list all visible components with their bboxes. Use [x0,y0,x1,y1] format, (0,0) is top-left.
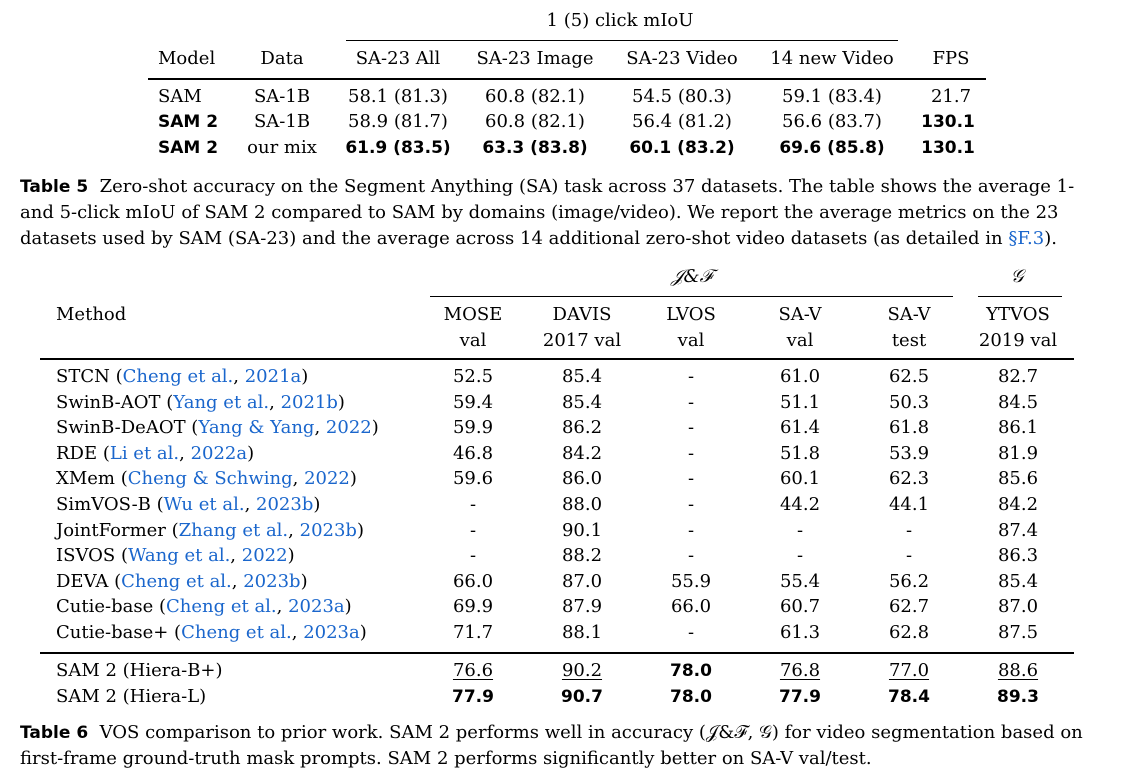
table-cell: - [687,519,695,541]
t5-row1-sa23-image: 60.8 (82.1) [485,86,585,107]
table-cell: 51.8 [779,442,821,464]
cite-close-paren: ) [344,596,352,618]
citation-year-link[interactable]: 2023b [243,570,301,592]
table-cell: 76.6 [452,660,494,681]
t5-row2-sa23-image: 60.8 (82.1) [485,111,585,132]
t6-col-sav-val-2: val [786,330,814,351]
citation-year-link[interactable]: 2022 [304,468,350,490]
t6-spacer [960,262,961,698]
cite-close-paren: ) [313,494,321,515]
cite-comma: , [244,494,257,515]
t5-col-sa23-video: SA-23 Video [626,48,738,69]
t5-col-sa23-all: SA-23 All [355,48,441,69]
table-cell: 86.3 [997,545,1039,567]
table-cell: 56.2 [888,570,930,592]
t5-row3-fps: 130.1 [921,138,975,158]
table-cell: 85.4 [561,391,603,413]
table-cell: - [687,366,695,387]
cite-open-paren: ( [153,596,166,618]
table-cell: 76.8 [779,660,821,681]
method-name: DEVA [56,570,109,592]
table-cell: - [687,417,695,439]
t6-sam-rule [40,652,1074,654]
cite-close-paren: ) [371,417,379,439]
table-cell: 87.0 [561,570,603,592]
citation-link[interactable]: Cheng et al. [181,622,292,643]
t5-caption-line2: and 5-click mIoU of SAM 2 compared to SAM by domains (image/video). We report the average metrics on the 23 [20,202,1059,223]
t5-col-sa23-image: SA-23 Image [476,48,594,69]
table-cell: 87.5 [997,622,1039,643]
t6-col-davis-1: DAVIS [552,304,612,325]
t6-col-sav-test-1: SA-V [887,304,931,325]
table-row-method [56,596,352,617]
table-cell: - [687,391,695,413]
table-cell: 53.9 [888,442,930,464]
table-cell: - [469,519,477,541]
method-name: JointFormer [56,519,166,541]
table-cell: 78.0 [670,661,712,681]
table-cell: 50.3 [888,391,930,413]
sam2-row-method: SAM 2 (Hiera-L) [56,686,207,707]
table-cell: 69.9 [452,596,494,618]
citation-link[interactable]: Yang et al. [173,391,270,413]
t6-col-sav-val-1: SA-V [778,304,822,325]
cite-open-paren: ( [150,494,164,515]
table-cell: - [905,545,913,567]
t5-row3-new-video: 69.6 (85.8) [779,138,885,158]
table-cell: 62.8 [888,622,930,643]
citation-year-link[interactable]: 2022 [325,417,372,439]
t5-group-header: 1 (5) click mIoU [546,10,694,31]
table-cell: - [469,494,477,515]
table-cell: 55.9 [670,570,712,592]
citation-link[interactable]: Li et al. [109,442,180,464]
cite-open-paren: ( [168,622,182,643]
method-name: SimVOS-B [56,494,151,515]
t5-col-new-video: 14 new Video [770,48,894,69]
t5-caption-tag: Table 5 [20,177,89,197]
table-cell: 46.8 [452,442,494,464]
t5-col-fps: FPS [932,48,970,69]
t5-caption-line3: datasets used by SAM (SA-23) and the average across 14 additional zero-shot video datasets (as detailed in [20,228,1009,249]
table-cell: 66.0 [670,596,712,618]
table-cell: 78.4 [888,687,930,707]
table-cell: 84.2 [561,442,603,464]
table-cell: 77.9 [452,687,494,707]
t6-col-ytvos-1: YTVOS [986,304,1050,325]
cite-open-paren: ( [97,442,110,464]
t6-col-lvos-2: val [677,330,705,351]
citation-link[interactable]: Cheng et al. [122,366,234,387]
cite-comma: , [291,622,304,643]
table-cell: 84.2 [997,494,1039,515]
table-cell: - [687,622,695,643]
table-cell: 61.8 [888,417,930,439]
cite-open-paren: ( [114,468,128,490]
table-cell: 87.0 [997,596,1039,618]
cite-open-paren: ( [109,366,123,387]
citation-year-link[interactable]: 2023a [303,622,360,643]
t5-row1-sa23-all: 58.1 (81.3) [348,86,448,107]
table-cell: 52.5 [452,366,494,387]
table-cell: 89.3 [997,687,1039,707]
t5-row2-fps: 130.1 [921,112,975,132]
table-row-method [56,468,357,489]
citation-link[interactable]: Zhang et al. [178,519,289,541]
table-cell: 87.9 [561,596,603,618]
t6-group-g: 𝒢 [1010,266,1024,287]
sam2-row-method: SAM 2 (Hiera-B+) [56,660,223,681]
cite-close-paren: ) [300,570,308,592]
cite-close-paren: ) [247,442,255,464]
t6-col-ytvos-2: 2019 val [978,330,1058,351]
table-cell: 61.3 [779,622,821,643]
t5-row3-data: our mix [247,137,317,158]
cite-close-paren: ) [359,622,367,643]
citation-year-link[interactable]: 2021a [244,366,302,387]
table-cell: - [687,545,695,567]
table-cell: 44.1 [888,494,930,515]
table-cell: 59.4 [452,391,494,413]
citation-link[interactable]: Wu et al. [163,494,245,515]
cite-comma: , [230,545,242,567]
method-name: SwinB-DeAOT [56,417,186,439]
table-cell: 82.7 [997,366,1039,387]
method-name: SwinB-AOT [56,391,161,413]
citation-year-link[interactable]: 2023a [288,596,345,618]
t5-row1-model: SAM [158,86,202,107]
cite-comma: , [269,391,281,413]
table-row-method [56,417,379,438]
table-cell: - [687,468,695,490]
t5-row3-sa23-all: 61.9 (83.5) [345,138,451,158]
table-cell: 87.4 [997,519,1039,541]
table-6 [40,262,1076,712]
cite-comma: , [231,570,244,592]
cite-close-paren: ) [337,391,345,413]
citation-year-link[interactable]: 2021b [280,391,338,413]
t6-col-davis-2: 2017 val [542,330,622,351]
table-cell: 85.6 [997,468,1039,490]
citation-link[interactable]: Cheng et al. [121,570,232,592]
t5-row2-data: SA-1B [253,111,311,132]
table-cell: 71.7 [452,622,494,643]
table-6-caption [20,720,1120,772]
t6-caption-line2: first-frame ground-truth mask prompts. SAM 2 performs significantly better on SA-V val/test. [20,748,872,769]
table-cell: 77.9 [779,687,821,707]
cite-comma: , [292,468,305,490]
citation-link[interactable]: Cheng & Schwing [127,468,293,490]
t5-caption-line1: Zero-shot accuracy on the Segment Anything (SA) task across 37 datasets. The table shows the average 1- [99,176,1075,197]
table-row-method [56,494,320,515]
cite-comma: , [288,519,300,541]
cite-comma: , [276,596,289,618]
t5-row2-sa23-all: 58.9 (81.7) [348,111,448,132]
citation-year-link[interactable]: 2023b [299,519,357,541]
cite-close-paren: ) [349,468,357,490]
method-name: ISVOS [56,545,116,567]
table-cell: 61.0 [779,366,821,387]
t6-group-jf-rule [430,296,953,297]
t5-caption-ref-link[interactable]: §F.3 [1008,228,1045,249]
t6-col-method: Method [56,304,127,325]
cite-close-paren: ) [287,545,295,567]
t5-row3-sa23-image: 63.3 (83.8) [482,138,588,158]
table-cell: 59.9 [452,417,494,439]
t5-caption-line3-end: ). [1044,228,1057,249]
t5-row3-sa23-video: 60.1 (83.2) [629,138,735,158]
table-cell: 60.7 [779,596,821,618]
t6-col-mose-2: val [459,330,487,351]
cite-comma: , [233,366,245,387]
table-cell: 86.2 [561,417,603,439]
t6-col-mose-1: MOSE [443,304,503,325]
table-row-method [56,392,345,413]
citation-link[interactable]: Wang et al. [127,545,231,567]
cite-close-paren: ) [356,519,364,541]
table-row-method [56,366,308,387]
table-row-method [56,520,364,541]
table-cell: 60.1 [779,468,821,490]
table-cell: - [469,545,477,567]
cite-close-paren: ) [301,366,309,387]
method-name: STCN [56,366,110,387]
t5-row1-fps: 21.7 [930,86,972,107]
t5-group-rule [346,40,898,41]
cite-comma: , [179,442,191,464]
table-cell: 85.4 [997,570,1039,592]
t5-row2-sa23-video: 56.4 (81.2) [632,111,732,132]
t6-caption-line1: VOS comparison to prior work. SAM 2 performs well in accuracy (𝒥&ℱ, 𝒢) for video segmentation based on [99,722,1083,743]
table-cell: - [905,519,913,541]
cite-open-paren: ( [185,417,199,439]
t6-col-lvos-1: LVOS [666,304,716,325]
cite-open-paren: ( [165,519,179,541]
table-cell: 86.0 [561,468,603,490]
citation-link[interactable]: Cheng et al. [165,596,277,618]
method-name: Cutie-base [56,596,154,618]
table-cell: 61.4 [779,417,821,439]
table-cell: 84.5 [997,391,1039,413]
table-cell: 55.4 [779,570,821,592]
cite-open-paren: ( [115,545,128,567]
table-cell: - [687,494,695,515]
table-cell: - [796,519,804,541]
t5-row2-model: SAM 2 [158,112,219,132]
t5-row1-data: SA-1B [253,86,311,107]
table-cell: 44.2 [779,494,821,515]
table-cell: - [687,442,695,464]
t6-col-sav-test-2: test [891,330,927,351]
citation-year-link[interactable]: 2023b [256,494,314,515]
table-cell: 62.5 [888,366,930,387]
t5-header-rule [148,78,986,80]
t6-caption-tag: Table 6 [20,723,89,743]
table-cell: 59.6 [452,468,494,490]
table-cell: 90.1 [561,519,603,541]
t6-group-jf: 𝒥&ℱ [671,266,713,287]
table-cell: 85.4 [561,366,603,387]
cite-open-paren: ( [160,391,174,413]
table-row-method [56,622,367,643]
t5-row1-new-video: 59.1 (83.4) [782,86,882,107]
table-cell: 66.0 [452,570,494,592]
table-row-method [56,571,308,592]
table-cell: 86.1 [997,417,1039,439]
cite-open-paren: ( [108,570,122,592]
t6-group-g-rule [978,296,1062,297]
t5-col-model: Model [158,48,216,69]
t5-row3-model: SAM 2 [158,138,219,158]
table-cell: 88.2 [561,545,603,567]
table-5-caption [20,174,1120,252]
citation-year-link[interactable]: 2022 [241,545,288,567]
table-cell: 62.7 [888,596,930,618]
table-cell: 88.6 [997,660,1039,681]
table-cell: 90.7 [561,687,603,707]
method-name: RDE [56,442,98,464]
table-cell: 51.1 [779,391,821,413]
citation-link[interactable]: Yang & Yang [198,417,315,439]
t5-row2-new-video: 56.6 (83.7) [782,111,882,132]
table-cell: - [796,545,804,567]
table-cell: 90.2 [561,660,603,681]
t6-header-rule [40,358,1074,360]
cite-comma: , [314,417,326,439]
table-cell: 88.0 [561,494,603,515]
table-cell: 77.0 [888,660,930,681]
table-cell: 78.0 [670,687,712,707]
method-name: XMem [56,468,115,490]
method-name: Cutie-base+ [56,622,169,643]
table-cell: 81.9 [997,442,1039,464]
t5-row1-sa23-video: 54.5 (80.3) [632,86,732,107]
t5-col-data: Data [260,48,304,69]
table-cell: 62.3 [888,468,930,490]
table-cell: 88.1 [561,622,603,643]
table-row-method [56,545,295,566]
citation-year-link[interactable]: 2022a [190,442,248,464]
table-row-method [56,443,254,464]
